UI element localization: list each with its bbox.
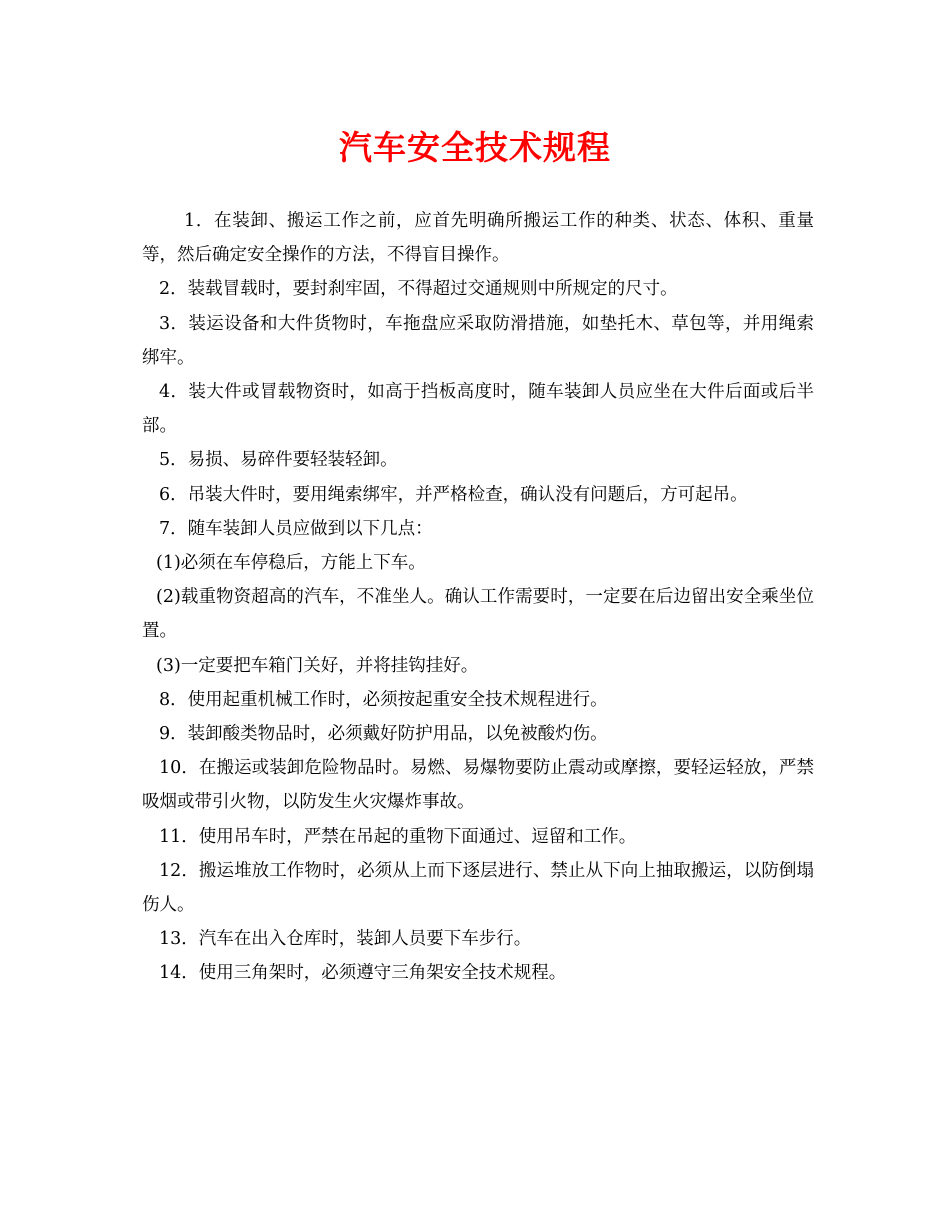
paragraph-5: 5．易损、易碎件要轻装轻卸。 xyxy=(159,450,398,471)
document-body xyxy=(142,204,814,991)
paragraph-9: 9．装卸酸类物品时，必须戴好防护用品，以免被酸灼伤。 xyxy=(159,724,608,745)
paragraph-7-sub-1: (1)必须在车停稳后，方能上下车。 xyxy=(156,553,426,574)
paragraph-7-sub-3: (3)一定要把车箱门关好，并将挂钩挂好。 xyxy=(156,655,479,676)
paragraph-4: 4．装大件或冒载物资时，如高于挡板高度时，随车装卸人员应坐在大件后面或后半部。 xyxy=(142,382,814,437)
paragraph-11: 11．使用吊车时，严禁在吊起的重物下面通过、逗留和工作。 xyxy=(159,826,637,847)
document-title: 汽车安全技术规程 xyxy=(339,128,611,167)
paragraph-10: 10．在搬运或装卸危险物品时。易燃、易爆物要防止震动或摩擦，要轻运轻放，严禁吸烟或带引火物，以防发生火灾爆炸事故。 xyxy=(142,758,814,813)
paragraph-2: 2．装载冒载时，要封刹牢固，不得超过交通规则中所规定的尺寸。 xyxy=(159,279,678,300)
paragraph-1: 1．在装卸、搬运工作之前，应首先明确所搬运工作的种类、状态、体积、重量等，然后确定安全操作的方法，不得盲目操作。 xyxy=(142,211,814,266)
paragraph-12: 12．搬运堆放工作物时，必须从上而下逐层进行、禁止从下向上抽取搬运，以防倒塌伤人。 xyxy=(142,860,814,916)
paragraph-8: 8．使用起重机械工作时，必须按起重安全技术规程进行。 xyxy=(159,689,608,710)
paragraph-14: 14．使用三角架时，必须遵守三角架安全技术规程。 xyxy=(159,963,567,984)
paragraph-6: 6．吊装大件时，要用绳索绑牢，并严格检查，确认没有问题后，方可起吊。 xyxy=(159,484,748,505)
paragraph-3: 3．装运设备和大件货物时，车拖盘应采取防滑措施，如垫托木、草包等，并用绳索绑牢。 xyxy=(142,313,814,368)
paragraph-7-sub-2: (2)载重物资超高的汽车，不准坐人。确认工作需要时，一定要在后边留出安全乘坐位置。 xyxy=(142,587,814,642)
paragraph-7: 7．随车装卸人员应做到以下几点： xyxy=(159,518,433,539)
paragraph-13: 13．汽车在出入仓库时，装卸人员要下车步行。 xyxy=(159,929,532,950)
